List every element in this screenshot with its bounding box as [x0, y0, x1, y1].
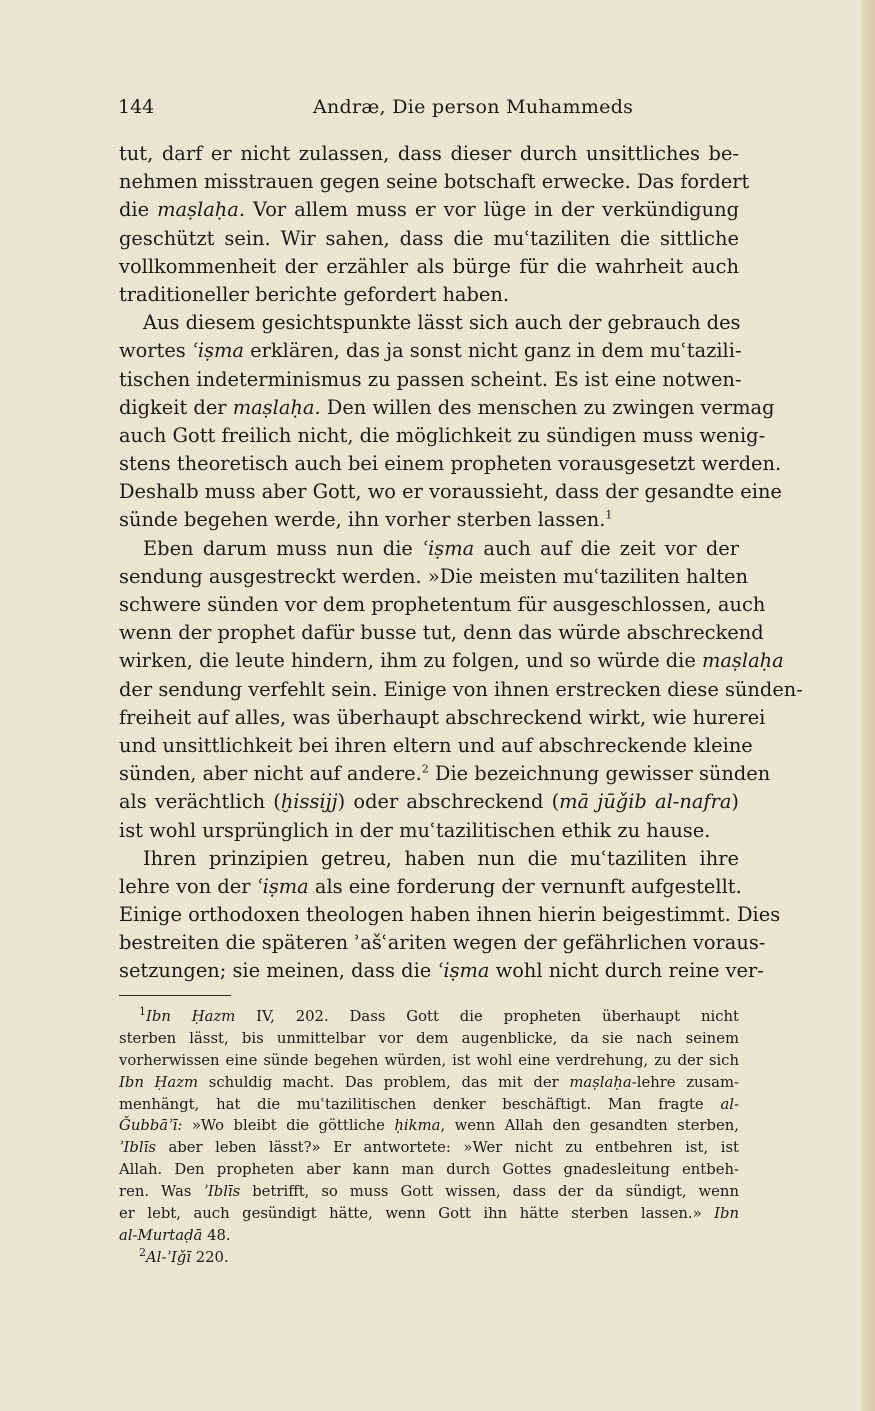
text-run: sendung ausgestreckt werden. »Die meisten muʿtaziliten halten [119, 564, 748, 588]
text-run: digkeit der [119, 395, 233, 419]
text-run: ) oder abschreckend ( [337, 790, 560, 814]
footnote-line [119, 1159, 739, 1181]
footnote-line [119, 1050, 739, 1072]
italic-term: maṣlaḥa [701, 649, 784, 673]
italic-term: ʾIblīs [119, 1139, 156, 1157]
text-run: -lehre zusam- [631, 1073, 740, 1091]
footnote-marker: 1 [605, 508, 613, 522]
footnote-line [119, 1115, 739, 1137]
body-line [119, 196, 739, 224]
body-line [119, 450, 782, 478]
text-run: wirken, die leute hindern, ihm zu folgen, und so würde die [119, 649, 702, 673]
text-run: 48. [202, 1226, 231, 1244]
body-line [119, 366, 742, 394]
body-line [119, 732, 753, 760]
text-run: schuldig macht. Das problem, das mit der [198, 1073, 570, 1091]
text-run: menhängt, hat die muʿtazilitischen denker beschäftigt. Man fragte [119, 1095, 721, 1113]
text-run: erklären, das ja sonst nicht ganz in dem muʿtazili- [244, 339, 742, 363]
body-line [119, 676, 803, 704]
text-run: er lebt, auch gesündigt hätte, wenn Gott ihn hätte sterben lassen.» [119, 1205, 715, 1223]
footnote-line [119, 1181, 739, 1203]
italic-term: ḫissijj [280, 790, 338, 814]
text-run: betrifft, so muss Gott wissen, dass der da sündigt, wenn [240, 1183, 739, 1201]
body-line [119, 929, 766, 957]
text-run: freiheit auf alles, was überhaupt abschreckend wirkt, wie hurerei [119, 705, 766, 729]
body-line [119, 873, 742, 901]
italic-term: mā jūǧib al-nafra [559, 790, 732, 814]
body-line [119, 168, 750, 196]
italic-term: Ibn [714, 1205, 739, 1223]
italic-term: Ibn Ḥazm [119, 1073, 199, 1091]
text-run: IV, 202. Dass Gott die propheten überhaupt nicht [235, 1008, 740, 1025]
footnote-marker: 2 [139, 1245, 146, 1259]
text-run: ren. Was [119, 1183, 204, 1201]
text-run: auch Gott freilich nicht, die möglichkeit zu sündigen muss wenig- [119, 423, 766, 447]
text-run: Ihren prinzipien getreu, haben nun die muʿtaziliten ihre [143, 846, 739, 870]
footnote-line [119, 1203, 739, 1225]
body-text [119, 140, 803, 986]
footnote-line [119, 1094, 739, 1116]
text-run: setzungen; sie meinen, dass die [119, 959, 438, 983]
text-run: ist wohl ursprünglich in der muʿtazilitischen ethik zu hause. [119, 818, 711, 842]
text-run: ) [731, 790, 739, 814]
body-line [119, 337, 742, 365]
text-run: auch auf die zeit vor der [474, 536, 739, 560]
footnote-line [119, 1137, 739, 1159]
text-run: vollkommenheit der erzähler als bürge für die wahrheit auch [119, 254, 739, 278]
footnote-line [119, 1225, 739, 1247]
italic-term: al-Murtaḍā [119, 1226, 203, 1244]
text-run: die [119, 198, 158, 222]
text-run: »Wo bleibt die göttliche [182, 1117, 395, 1135]
italic-term: ʿiṣma [422, 536, 475, 560]
footnote-line [119, 1072, 739, 1094]
footnote-line [119, 1247, 739, 1269]
text-run: , wenn Allah den gesandten sterben, [440, 1117, 739, 1135]
text-run: vorherwissen eine sünde begehen würden, ist wohl eine verdrehung, zu der sich [119, 1051, 739, 1069]
body-line [119, 901, 781, 929]
body-line [119, 506, 739, 534]
text-run: Einige orthodoxen theologen haben ihnen hierin beigestimmt. Dies [119, 903, 781, 927]
italic-term: al- [720, 1095, 739, 1113]
text-run: Aus diesem gesichtspunkte lässt sich auch der gebrauch des [143, 311, 741, 335]
body-line [119, 394, 775, 422]
italic-term: Ǧubbāʾī: [119, 1117, 183, 1135]
footnote-rule [119, 995, 231, 996]
text-run: Die bezeichnung gewisser sünden [428, 762, 771, 786]
body-line [119, 760, 771, 788]
text-run: schwere sünden vor dem prophetentum für ausgeschlossen, auch [119, 593, 766, 616]
text-run: wenn der prophet dafür busse tut, denn das würde abschreckend [119, 621, 764, 645]
italic-term: maṣlaḥa [569, 1073, 632, 1091]
body-line [119, 647, 784, 675]
italic-term: ʾIblīs [203, 1183, 241, 1201]
text-run: bestreiten die späteren ʾašʿariten wegen der gefährlichen voraus- [119, 931, 766, 955]
text-run: aber leben lässt?» Er antwortete: »Wer nicht zu entbehren ist, ist [155, 1139, 739, 1157]
text-run: stens theoretisch auch bei einem propheten vorausgesetzt werden. [119, 452, 782, 476]
italic-term: maṣlaḥa. [232, 395, 321, 419]
running-header [118, 96, 738, 122]
italic-term: ḥikma [394, 1117, 441, 1135]
text-run: Vor allem muss er vor lüge in der verkündigung [245, 198, 739, 222]
text-run: wortes [119, 339, 192, 363]
text-run: Allah. Den propheten aber kann man durch Gottes gnadesleitung entbeh- [119, 1161, 739, 1179]
text-run: geschützt sein. Wir sahen, dass die muʿtaziliten die sittliche [119, 226, 739, 250]
italic-term: Al-ʾIǧī [146, 1248, 192, 1266]
text-run: sünden, aber nicht auf andere. [119, 762, 422, 786]
italic-term: maṣlaḥa. [157, 198, 245, 222]
body-line [119, 845, 739, 873]
text-run: als eine forderung der vernunft aufgestellt. [308, 874, 742, 898]
text-run: und unsittlichkeit bei ihren eltern und auf abschreckende kleine [119, 733, 753, 757]
footnote-marker: 1 [139, 1005, 146, 1019]
italic-term: ʿiṣma [191, 339, 244, 363]
body-line [119, 225, 739, 253]
text-run: lehre von der [119, 874, 257, 898]
text-run: sünde begehen werde, ihn vorher sterben lassen. [119, 508, 606, 532]
body-line [119, 281, 739, 309]
body-line [119, 140, 739, 168]
footnote-line [119, 1028, 739, 1050]
running-title: Andræ, Die person Muhammeds [313, 96, 634, 118]
text-run: tischen indeterminismus zu passen scheint. Es ist eine notwen- [119, 367, 742, 391]
body-line [119, 619, 764, 647]
italic-term: Ibn Ḥazm [146, 1008, 236, 1025]
text-run: traditioneller berichte gefordert haben. [119, 282, 510, 306]
text-run: Den willen des menschen zu zwingen vermag [320, 395, 775, 419]
text-run: wohl nicht durch reine ver- [489, 959, 764, 983]
body-line [119, 788, 739, 816]
body-line [119, 817, 739, 845]
italic-term: ʿiṣma [256, 874, 309, 898]
body-line [119, 957, 764, 985]
text-run: 220. [191, 1248, 229, 1266]
page-number: 144 [118, 96, 155, 118]
body-line [119, 704, 766, 732]
body-line [119, 253, 739, 281]
body-line [119, 309, 739, 337]
text-run: sterben lässt, bis unmittelbar vor dem augenblicke, da sie nach seinem [119, 1029, 739, 1047]
text-run: tut, darf er nicht zulassen, dass dieser durch unsittliches be- [119, 142, 739, 165]
body-line [119, 535, 739, 563]
body-line [119, 478, 782, 506]
text-run: Eben darum muss nun die [143, 536, 423, 560]
page-edge [861, 0, 875, 1411]
footnote-line [119, 1006, 739, 1028]
body-line [119, 563, 748, 591]
text-run: der sendung verfehlt sein. Einige von ihnen erstrecken diese sünden- [119, 677, 803, 701]
body-line [119, 422, 766, 450]
text-run: Deshalb muss aber Gott, wo er voraussieht, dass der gesandte eine [119, 480, 782, 504]
italic-term: ʿiṣma [437, 959, 490, 983]
text-run: als verächtlich ( [119, 790, 281, 814]
text-run: nehmen misstrauen gegen seine botschaft erwecke. Das fordert [119, 170, 750, 194]
body-line [119, 591, 766, 619]
footnotes [119, 1006, 739, 1269]
footnote-marker: 2 [421, 762, 429, 776]
